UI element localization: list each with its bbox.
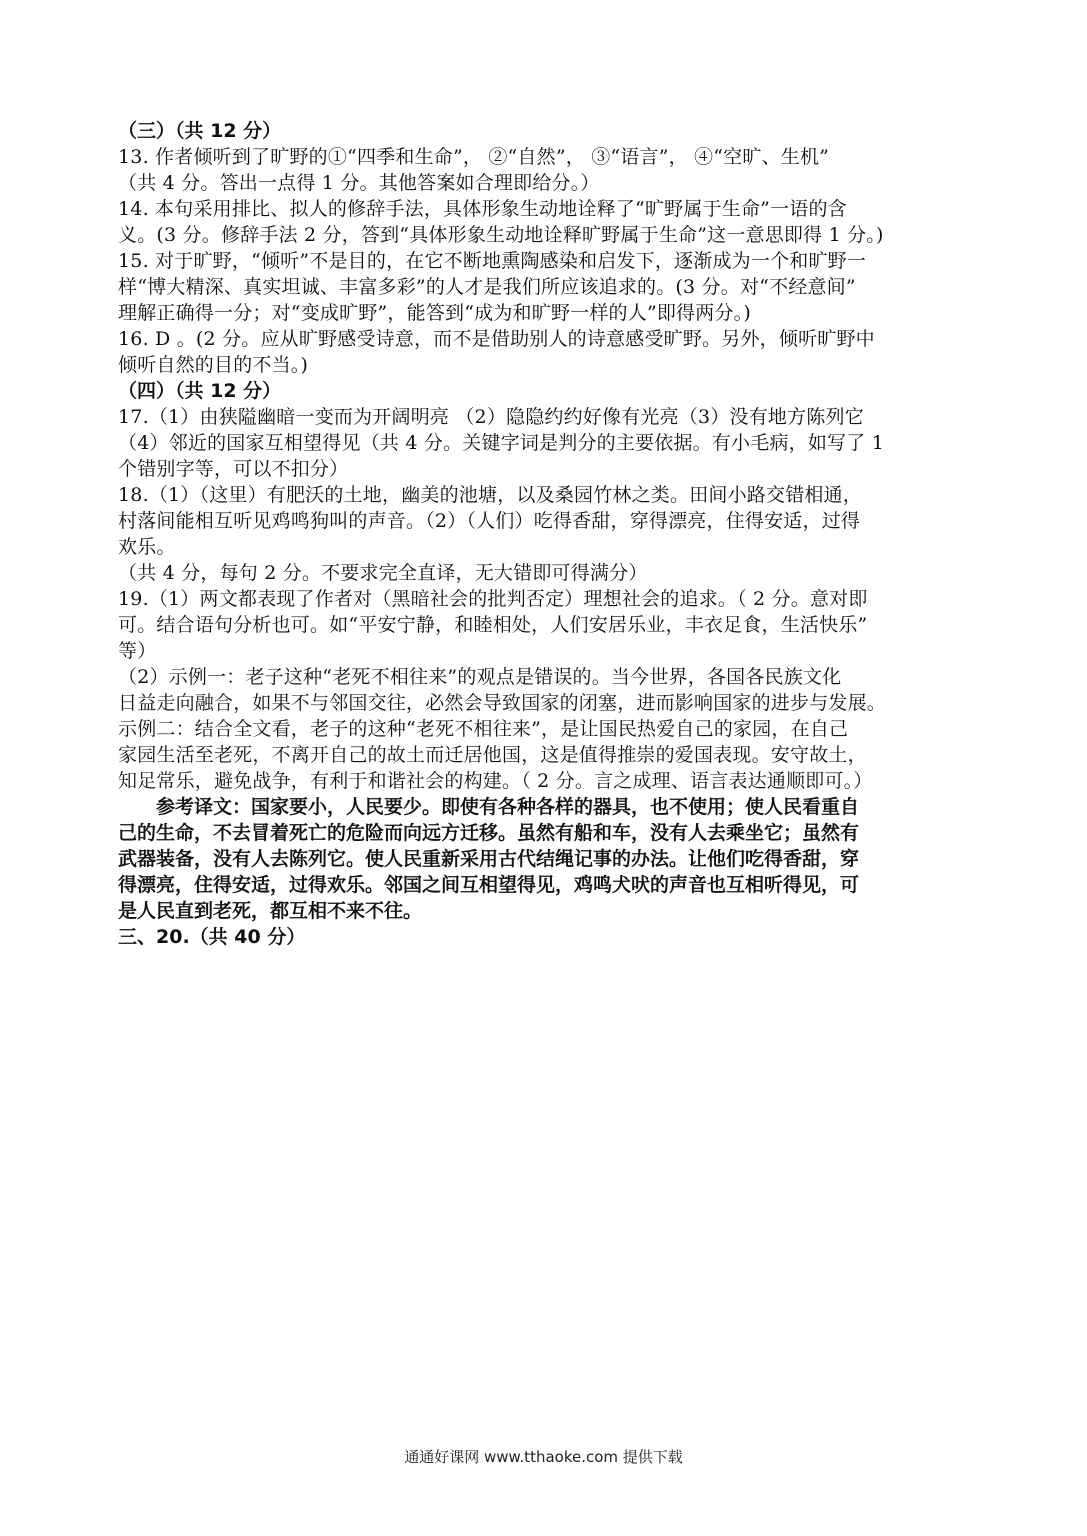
answer-line: 理解正确得一分；对“变成旷野”，能答到“成为和旷野一样的人”即得两分。) xyxy=(118,302,751,324)
answer-line: 18.（1）（这里）有肥沃的土地，幽美的池塘，以及桑园竹林之类。田间小路交错相通， xyxy=(118,484,863,506)
answer-line: （2）示例一：老子这种“老死不相往来”的观点是错误的。当今世界，各国各民族文化 xyxy=(118,666,842,688)
answer-line: （共 4 分。答出一点得 1 分。其他答案如合理即给分。） xyxy=(118,172,600,194)
answer-line: 14. 本句采用排比、拟人的修辞手法，具体形象生动地诠释了“旷野属于生命”一语的含 xyxy=(118,198,847,220)
answer-line: （共 4 分，每句 2 分。不要求完全直译，无大错即可得满分） xyxy=(118,562,648,584)
answer-line: 个错别字等，可以不扣分） xyxy=(118,458,349,480)
reference-translation-line: 参考译文：国家要小，人民要少。即使有各种各样的器具，也不使用；使人民看重自 xyxy=(156,796,860,818)
answer-line: 示例二：结合全文看，老子的这种“老死不相往来”，是让国民热爱自己的家园，在自己 xyxy=(118,718,849,740)
answer-line: 义。(3 分。修辞手法 2 分，答到“具体形象生动地诠释旷野属于生命”这一意思即得 1 分。) xyxy=(118,224,884,246)
answer-line: 可。结合语句分析也可。如“平安宁静，和睦相处，人们安居乐业，丰衣足食，生活快乐” xyxy=(118,614,868,636)
answer-line: 等） xyxy=(118,640,157,662)
section-4-heading: （四）（共 12 分） xyxy=(118,380,282,402)
answer-line: 日益走向融合，如果不与邻国交往，必然会导致国家的闭塞，进而影响国家的进步与发展。 xyxy=(118,692,887,714)
reference-translation-line: 武器装备，没有人去陈列它。使人民重新采用古代结绳记事的办法。让他们吃得香甜，穿 xyxy=(118,848,860,870)
footer-source: 通通好课网 www.tthaoke.com 提供下载 xyxy=(404,1448,683,1466)
section-3-heading: （三）（共 12 分） xyxy=(118,120,282,142)
answer-line: 16. D 。(2 分。应从旷野感受诗意，而不是借助别人的诗意感受旷野。另外，倾听旷野中 xyxy=(118,328,875,350)
answer-line: 村落间能相互听见鸡鸣狗叫的声音。（2）（人们）吃得香甜，穿得漂亮，住得安适，过得 xyxy=(118,510,861,532)
reference-translation-line: 是人民直到老死，都互相不来不往。 xyxy=(118,900,423,922)
section-20-heading: 三、20.（共 40 分） xyxy=(118,926,306,948)
answer-page xyxy=(118,118,980,950)
answer-line: 倾听自然的目的不当。) xyxy=(118,354,309,376)
answer-line: 13. 作者倾听到了旷野的①“四季和生命”， ②“自然”， ③“语言”， ④“空旷、生机” xyxy=(118,146,830,168)
answer-line: 欢乐。 xyxy=(118,536,176,558)
answer-line: 15. 对于旷野，“倾听”不是目的，在它不断地熏陶感染和启发下，逐渐成为一个和旷野一 xyxy=(118,250,867,272)
answer-line: 17.（1）由狭隘幽暗一变而为开阔明亮 （2）隐隐约约好像有光亮（3）没有地方陈列它 xyxy=(118,406,864,428)
answer-line: 19.（1）两文都表现了作者对（黑暗社会的批判否定）理想社会的追求。（ 2 分。意对即 xyxy=(118,588,868,610)
reference-translation-line: 己的生命，不去冒着死亡的危险而向远方迁移。虽然有船和车，没有人去乘坐它；虽然有 xyxy=(118,822,860,844)
answer-line: 知足常乐，避免战争，有利于和谐社会的构建。（ 2 分。言之成理、语言表达通顺即可。） xyxy=(118,770,873,792)
answer-line: 家园生活至老死，不离开自己的故土而迁居他国，这是值得推崇的爱国表现。安守故土， xyxy=(118,744,867,766)
answer-line: （4）邻近的国家互相望得见（共 4 分。关键字词是判分的主要依据。有小毛病，如写了 1 xyxy=(118,432,884,454)
reference-translation-line: 得漂亮，住得安适，过得欢乐。邻国之间互相望得见，鸡鸣犬吠的声音也互相听得见，可 xyxy=(118,874,860,896)
answer-line: 样“博大精深、真实坦诚、丰富多彩”的人才是我们所应该追求的。(3 分。对“不经意间” xyxy=(118,276,856,298)
